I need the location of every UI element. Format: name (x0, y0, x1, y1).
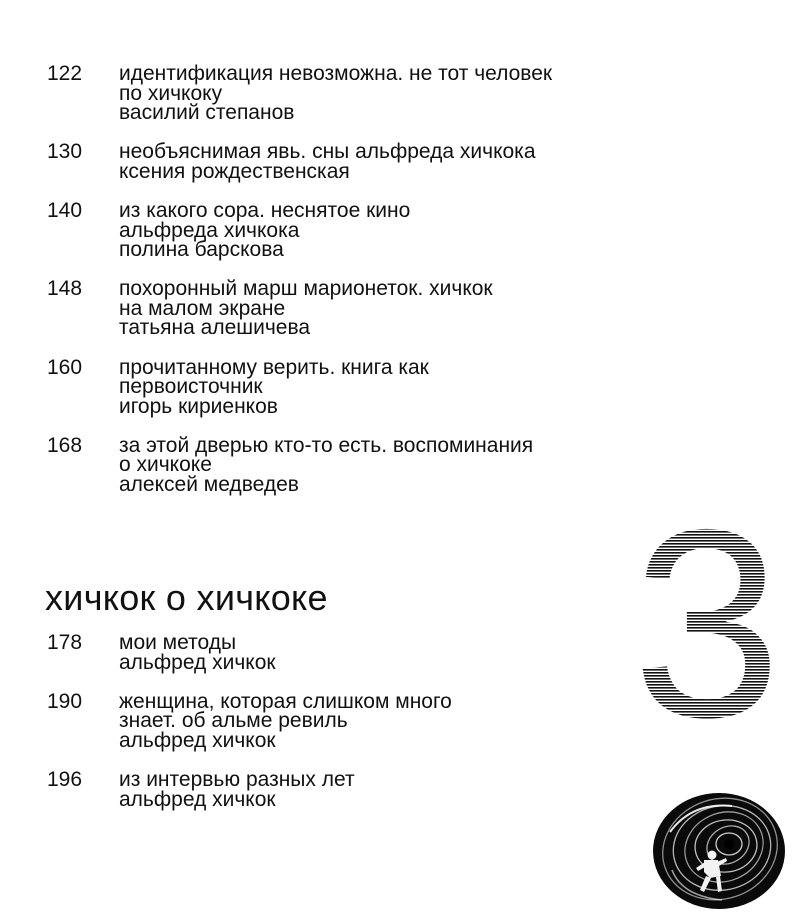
entry-author: василий степанов (119, 101, 295, 125)
page-number: 160 (47, 355, 83, 379)
entry-author: альфред хичкок (119, 728, 276, 752)
entry-title-line: знает. об альме ревиль (119, 709, 348, 733)
entry-title-line: на малом экране (119, 296, 286, 320)
toc-entry[interactable] (47, 142, 647, 181)
entry-author: альфред хичкок (119, 787, 276, 811)
section-title: хичкок о хичкоке (45, 577, 328, 618)
page-number: 130 (47, 140, 83, 164)
entry-title-line: похоронный марш марионеток. хичкок (119, 277, 493, 301)
toc-entry[interactable] (47, 689, 647, 752)
toc-entry[interactable] (47, 433, 647, 496)
toc-entry[interactable] (47, 64, 647, 123)
section-number-three (632, 516, 782, 728)
contents-list-part3 (47, 633, 647, 829)
entry-title-line: женщина, которая слишком много (119, 689, 452, 713)
vertigo-spiral-illustration (652, 792, 786, 910)
entry-title-line: необъяснимая явь. сны альфреда хичкока (119, 140, 536, 164)
page-number: 148 (47, 277, 83, 301)
entry-text (119, 198, 411, 262)
page-number: 196 (47, 767, 83, 791)
entry-title-line: из интервью разных лет (119, 767, 355, 791)
entry-title-line: первоисточник (119, 375, 263, 399)
entry-text (119, 767, 355, 811)
entry-author: полина барскова (119, 238, 284, 262)
entry-author: альфред хичкок (119, 650, 276, 674)
toc-entry[interactable] (47, 279, 647, 338)
entry-title-line: о хичкоке (119, 453, 212, 477)
page-number: 178 (47, 631, 83, 654)
toc-entry[interactable] (47, 198, 647, 262)
entry-text (119, 142, 536, 181)
toc-entry[interactable] (47, 355, 647, 418)
page-number: 168 (47, 433, 83, 457)
entry-author: игорь кириенков (119, 394, 278, 418)
entry-title-line: прочитанному верить. книга как (119, 355, 429, 379)
entry-title-line: альфреда хичкока (119, 218, 300, 242)
entry-author: алексей медведев (119, 473, 299, 496)
toc-entry[interactable] (47, 767, 647, 811)
entry-text (119, 279, 493, 338)
entry-title-line: мои методы (119, 631, 237, 654)
entry-text (119, 633, 276, 672)
toc-entry[interactable] (47, 633, 647, 672)
page-number: 122 (47, 62, 83, 85)
entry-title-line: идентификация невозможна. не тот человек (119, 62, 553, 85)
page-number: 140 (47, 198, 83, 222)
page-number: 190 (47, 689, 83, 713)
entry-text (119, 64, 552, 123)
entry-title-line: из какого сора. неснятое кино (119, 198, 411, 222)
entry-title-line: за этой дверью кто-то есть. воспоминания (119, 433, 534, 457)
contents-list-part2 (47, 64, 647, 514)
entry-title-line: по хичкоку (119, 81, 223, 105)
entry-text (119, 689, 452, 752)
entry-author: татьяна алешичева (119, 316, 311, 340)
entry-text (119, 355, 429, 418)
entry-author: ксения рождественская (119, 159, 350, 183)
entry-text (119, 433, 534, 496)
